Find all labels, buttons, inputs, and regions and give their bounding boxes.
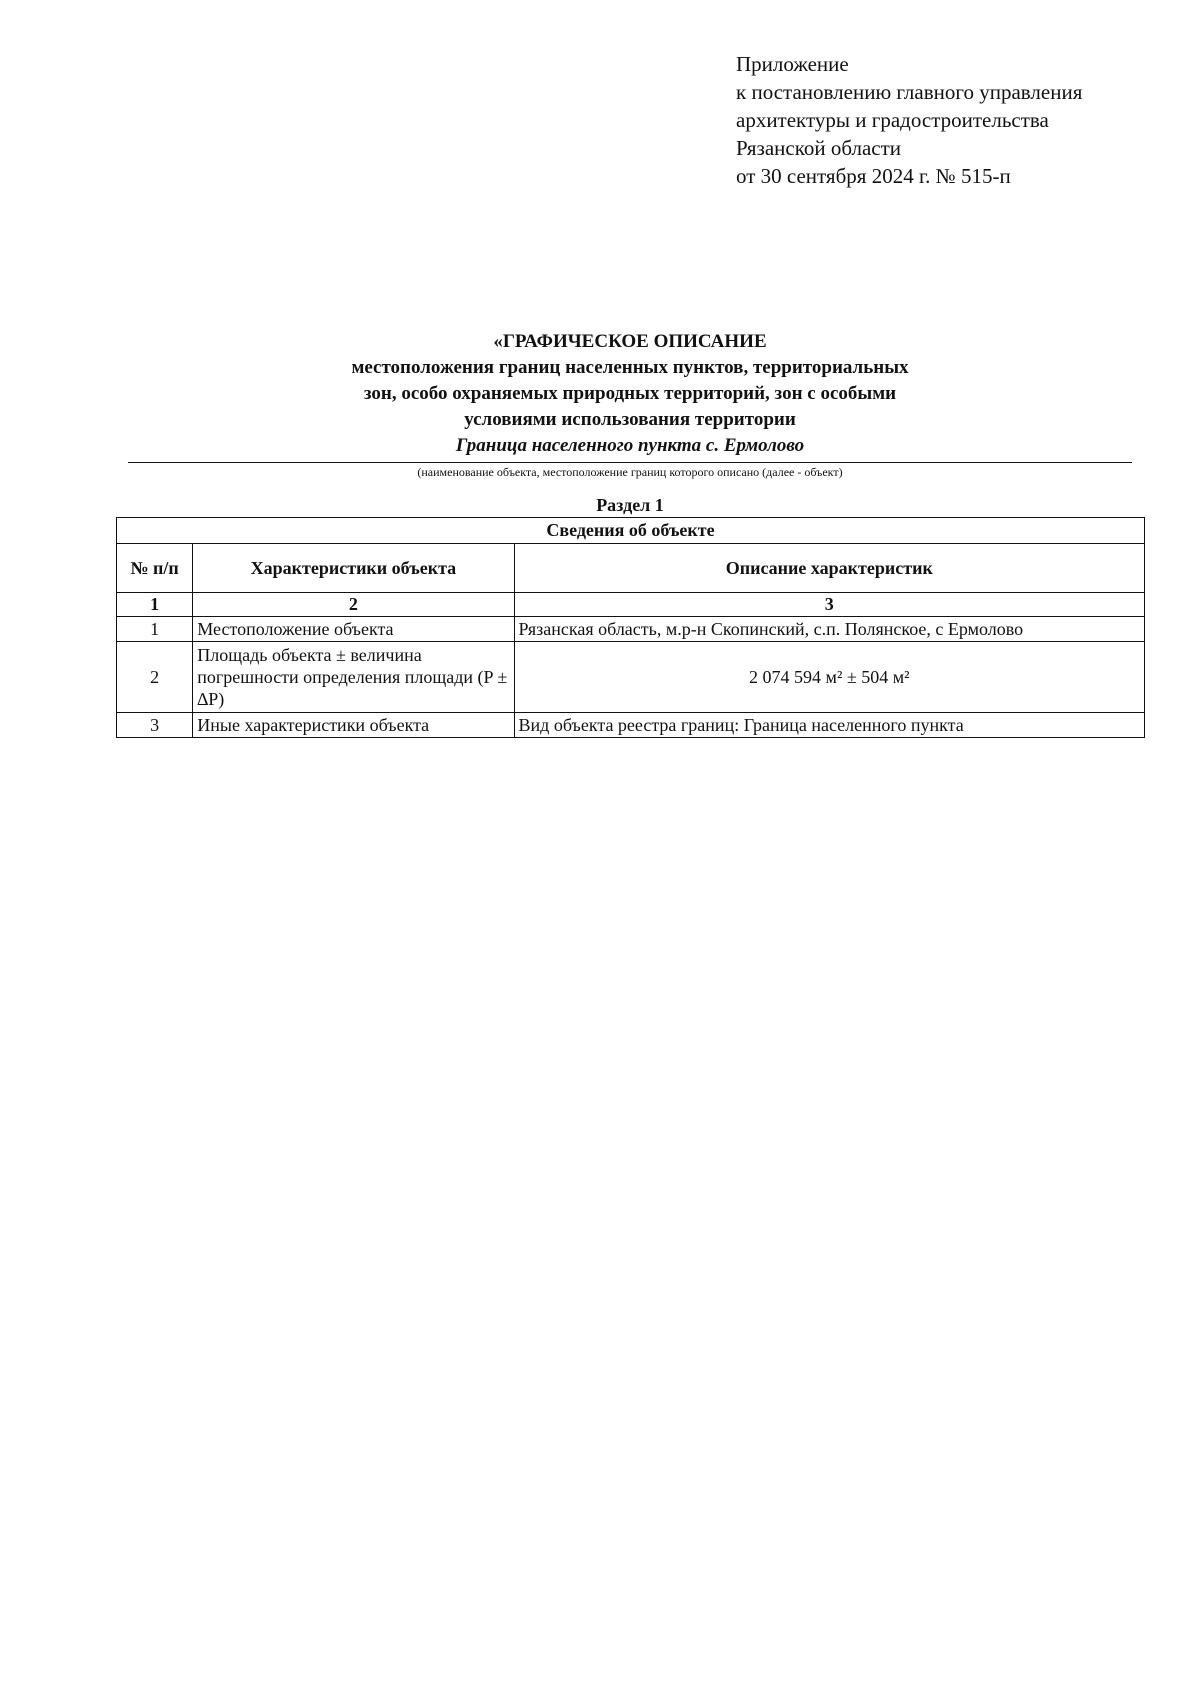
- column-number: 2: [193, 593, 514, 617]
- object-info-table: [116, 517, 1145, 738]
- header-number: № п/п: [117, 544, 193, 593]
- column-number: 1: [117, 593, 193, 617]
- object-name-underline: [128, 462, 1132, 463]
- object-name: Граница населенного пункта с. Ермолово: [455, 435, 805, 456]
- table-row: [117, 642, 1145, 713]
- title-line: условиями использования территории: [464, 409, 796, 430]
- row-description: 2 074 594 м² ± 504 м²: [514, 642, 1144, 713]
- row-description: Рязанская область, м.р-н Скопинский, с.п. Полянское, с Ермолово: [514, 617, 1144, 642]
- title-line: «ГРАФИЧЕСКОЕ ОПИСАНИЕ: [493, 331, 767, 352]
- appendix-header: [736, 50, 1176, 190]
- table-row: [117, 617, 1145, 642]
- appendix-line: архитектуры и градостроительства: [736, 108, 1049, 132]
- object-name-caption: (наименование объекта, местоположение границ которого описано (далее - объект): [417, 465, 843, 479]
- row-description: Вид объекта реестра границ: Граница населенного пункта: [514, 713, 1144, 738]
- row-number: 1: [117, 617, 193, 642]
- table-row: [117, 713, 1145, 738]
- column-number: 3: [514, 593, 1144, 617]
- row-characteristic: Площадь объекта ± величина погрешности определения площади (P ± ∆P): [193, 642, 514, 713]
- section-label: Раздел 1: [596, 495, 664, 515]
- appendix-line: от 30 сентября 2024 г. № 515-п: [736, 164, 1011, 188]
- row-characteristic: Иные характеристики объекта: [193, 713, 514, 738]
- appendix-line: к постановлению главного управления: [736, 80, 1083, 104]
- row-characteristic: Местоположение объекта: [193, 617, 514, 642]
- header-description: Описание характеристик: [514, 544, 1144, 593]
- column-number-row: [117, 593, 1145, 617]
- table-caption: Сведения об объекте: [117, 518, 1145, 544]
- title-line: зон, особо охраняемых природных территорий, зон с особыми: [363, 383, 897, 404]
- table-header-row: [117, 544, 1145, 593]
- appendix-line: Приложение: [736, 52, 849, 76]
- document-title: [128, 329, 1132, 459]
- table-caption-row: [117, 518, 1145, 544]
- header-characteristic: Характеристики объекта: [193, 544, 514, 593]
- row-number: 3: [117, 713, 193, 738]
- row-number: 2: [117, 642, 193, 713]
- appendix-line: Рязанской области: [736, 136, 902, 160]
- title-line: местоположения границ населенных пунктов, территориальных: [351, 357, 909, 378]
